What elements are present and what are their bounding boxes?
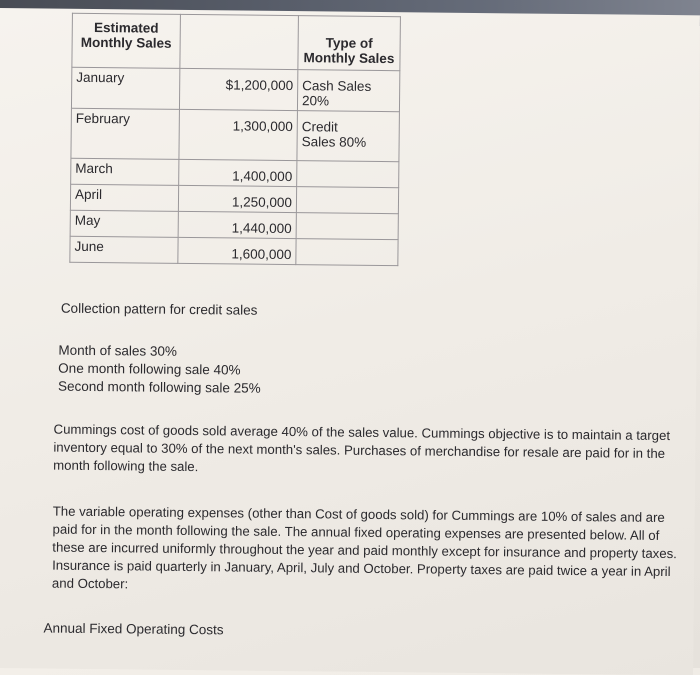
sales-table (69, 13, 401, 266)
sales-value-cell: 1,300,000 (179, 109, 298, 160)
sales-type-cell (296, 239, 398, 266)
month-cell: June (70, 236, 178, 263)
month-cell: February (71, 108, 180, 159)
fixed-costs-heading: Annual Fixed Operating Costs (43, 620, 224, 638)
month-cell: April (70, 184, 178, 211)
month-cell: May (70, 210, 178, 237)
collection-pattern-heading: Collection pattern for credit sales (60, 300, 258, 318)
header-estimated-monthly-sales: Estimated Monthly Sales (72, 13, 181, 68)
month-cell: March (71, 158, 179, 185)
sales-value-cell: 1,400,000 (179, 159, 297, 186)
table-header-row (72, 13, 401, 70)
table-row (70, 184, 398, 213)
cost-of-goods-paragraph: Cummings cost of goods sold average 40% of the sales value. Cummings objective is to maintain a target inventory equal to 30% of the next month's sales. Purchases of merchandise for resale are paid for in the month following the sale. (53, 421, 671, 475)
operating-expenses-paragraph: The variable operating expenses (other than Cost of goods sold) for Cummings are 10% of sales and are paid for in the month following the sale. The annual fixed operating expenses are presented below. All of these are incurred uniformly throughout the year and paid monthly except for insurance and property taxes. Insurance is paid quarterly in January, April, July and October. Property taxes are paid twice a year in April and October: (51, 503, 677, 592)
sales-value-cell: 1,250,000 (178, 185, 296, 212)
list-item: One month following sale 40% (58, 360, 241, 378)
sales-type-cell (296, 187, 398, 214)
sales-type-cell: Credit Sales 80% (297, 111, 400, 162)
header-empty-cell (180, 14, 299, 69)
collection-pattern-list (58, 342, 261, 398)
header-type-of-monthly-sales: Type of Monthly Sales (298, 16, 401, 71)
document-page (0, 8, 700, 675)
table-row (70, 210, 398, 239)
sales-value-cell: $1,200,000 (179, 68, 297, 110)
table-row (71, 108, 400, 161)
list-item: Second month following sale 25% (57, 378, 261, 396)
sales-type-cell: Cash Sales 20% (297, 70, 399, 112)
month-cell: January (71, 67, 179, 109)
sales-value-cell: 1,440,000 (178, 211, 296, 238)
sales-type-cell (297, 161, 399, 188)
sales-type-cell (296, 213, 398, 240)
list-item: Month of sales 30% (58, 342, 178, 359)
table-row (71, 158, 399, 187)
table-row (71, 67, 399, 111)
sales-value-cell: 1,600,000 (178, 237, 296, 264)
table-row (70, 236, 398, 265)
